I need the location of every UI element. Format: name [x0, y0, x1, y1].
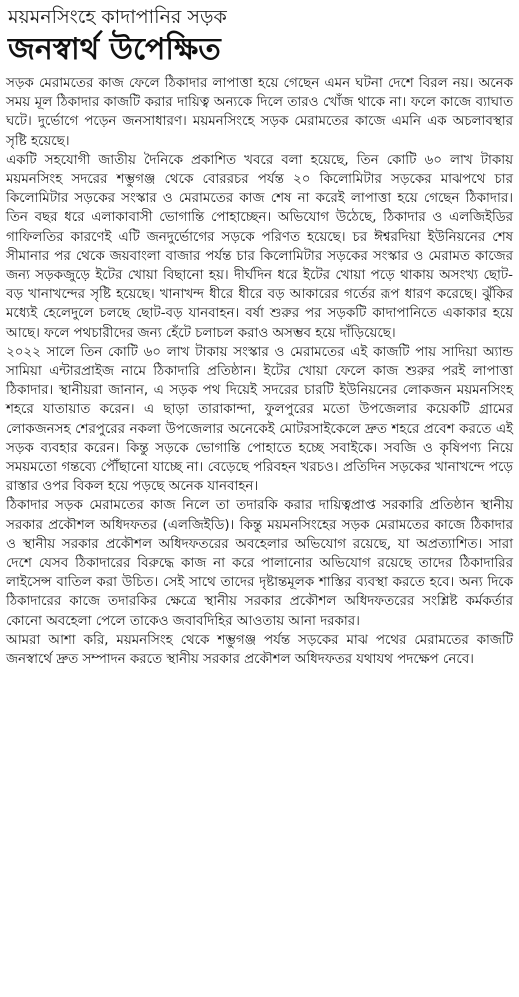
article-paragraph: ঠিকাদার সড়ক মেরামতের কাজ নিলে তা তদারকি করার দায়িত্বপ্রাপ্ত সরকারি প্রতিষ্ঠান স্থানীয় সরকার প্রকৌশল অধিদফতর (এলজিইডি)। কিন্তু ময়মনসিংহের সড়ক মেরামতের কাজে ঠিকাদার ও স্থানীয় সরকার প্রকৌশল অধিদফতরের অবহেলার অভিযোগ রয়েছে, যা অপ্রত্যাশিত। সারা দেশে যেসব ঠিকাদারের বিরুদ্ধে কাজ না করে পালানোর অভিযোগ রয়েছে তাদের ঠিকাদারির লাইসেন্স বাতিল করা উচিত। সেই সাথে তাদের দৃষ্টান্তমূলক শাস্তির ব্যবস্থা করতে হবে। অন্য দিকে ঠিকাদারের কাজে তদারকির ক্ষেত্রে স্থানীয় সরকার প্রকৌশল অধিদফতরের সংশ্লিষ্ট কর্মকর্তার কোনো অবহেলা পেলে তাকেও জবাবদিহির আওতায় আনা দরকার। [6, 498, 513, 629]
article-kicker: ময়মনসিংহে কাদাপানির সড়ক [8, 6, 227, 28]
article-paragraph: ২০২২ সালে তিন কোটি ৬০ লাখ টাকায় সংস্কার ও মেরামতের এই কাজটি পায় সাদিয়া অ্যান্ড সামিয়া এন্টারপ্রাইজ নামে ঠিকাদারি প্রতিষ্ঠান। ইটের খোয়া ফেলে কাজ শুরুর পরই লাপাত্তা ঠিকাদার। স্থানীয়রা জানান, এ সড়ক পথ দিয়েই সদরের চারটি ইউনিয়নের লোকজন ময়মনসিংহ শহরে যাতায়াত করেন। এ ছাড়া তারাকান্দা, ফুলপুরের মতো উপজেলার কয়েকটি গ্রামের লোকজনসহ শেরপুরের নকলা উপজেলার অনেকেই মোটরসাইকেলে দ্রুত শহরে প্রবেশ করতে এই সড়ক ব্যবহার করেন। কিন্তু সড়কে ভোগান্তি পোহাতে হচ্ছে সবাইকে। সবজি ও কৃষিপণ্য নিয়ে সময়মতো গন্তব্যে পৌঁছানো যাচ্ছে না। বেড়েছে পরিবহন খরচও। প্রতিদিন সড়কের খানাখন্দে পড়ে রাস্তার ওপর বিকল হয়ে পড়ছে অনেক যানবাহন। [6, 344, 513, 495]
article-body [6, 74, 513, 669]
article-paragraph: সড়ক মেরামতের কাজ ফেলে ঠিকাদার লাপাত্তা হয়ে গেছেন এমন ঘটনা দেশে বিরল নয়। অনেক সময় মূল ঠিকাদার কাজটি করার দায়িত্ব অন্যকে দিলে তারও খোঁজ থাকে না। ফলে কাজে ব্যাঘাত ঘটে। দুর্ভোগে পড়েন জনসাধারণ। ময়মনসিংহে সড়ক মেরামতের কাজে এমনি এক অচলাবস্থার সৃষ্টি হয়েছে। [6, 76, 513, 149]
article-paragraph: আমরা আশা করি, ময়মনসিংহ থেকে শম্ভুগঞ্জ পর্যন্ত সড়কের মাঝ পথের মেরামতের কাজটি জনস্বার্থে দ্রুত সম্পাদন করতে স্থানীয় সরকার প্রকৌশল অধিদফতর যথাযথ পদক্ষেপ নেবে। [6, 632, 513, 668]
article-headline: জনস্বার্থ উপেক্ষিত [8, 32, 221, 67]
article-paragraph: একটি সহযোগী জাতীয় দৈনিকে প্রকাশিত খবরে বলা হয়েছে, তিন কোটি ৬০ লাখ টাকায় ময়মনসিংহ সদরের শম্ভুগঞ্জ থেকে বোররচর পর্যন্ত ২০ কিলোমিটার সড়কের মাঝপথে চার কিলোমিটার সড়কের সংস্কার ও মেরামতের কাজ শেষ না করেই লাপাত্তা হয়ে গেছেন ঠিকাদার। তিন বছর ধরে এলাকাবাসী ভোগান্তি পোহাচ্ছেন। অভিযোগ উঠেছে, ঠিকাদার ও এলজিইডির গাফিলতির কারণেই এটি জনদুর্ভোগের সড়কে পরিণত হয়েছে। চর ঈশ্বরদিয়া ইউনিয়নের শেষ সীমানার পর থেকে জয়বাংলা বাজার পর্যন্ত চার কিলোমিটার সড়কের সংস্কার ও মেরামত কাজের জন্য সড়কজুড়ে ইটের খোয়া বিছানো হয়। দীর্ঘদিন ধরে ইটের খোয়া পড়ে থাকায় অসংখ্য ছোট-বড় খানাখন্দের সৃষ্টি হয়েছে। খানাখন্দ ধীরে ধীরে বড় আকারের গর্তের রূপ ধারণ করেছে। ঝুঁকির মধ্যেই হেলেদুলে চলছে ছোট-বড় যানবাহন। বর্ষা শুরুর পর সড়কটি কাদাপানিতে একাকার হয়ে আছে। ফলে পথচারীদের জন্য হেঁটে চলাচল করাও অসম্ভব হয়ে দাঁড়িয়েছে। [6, 152, 513, 341]
